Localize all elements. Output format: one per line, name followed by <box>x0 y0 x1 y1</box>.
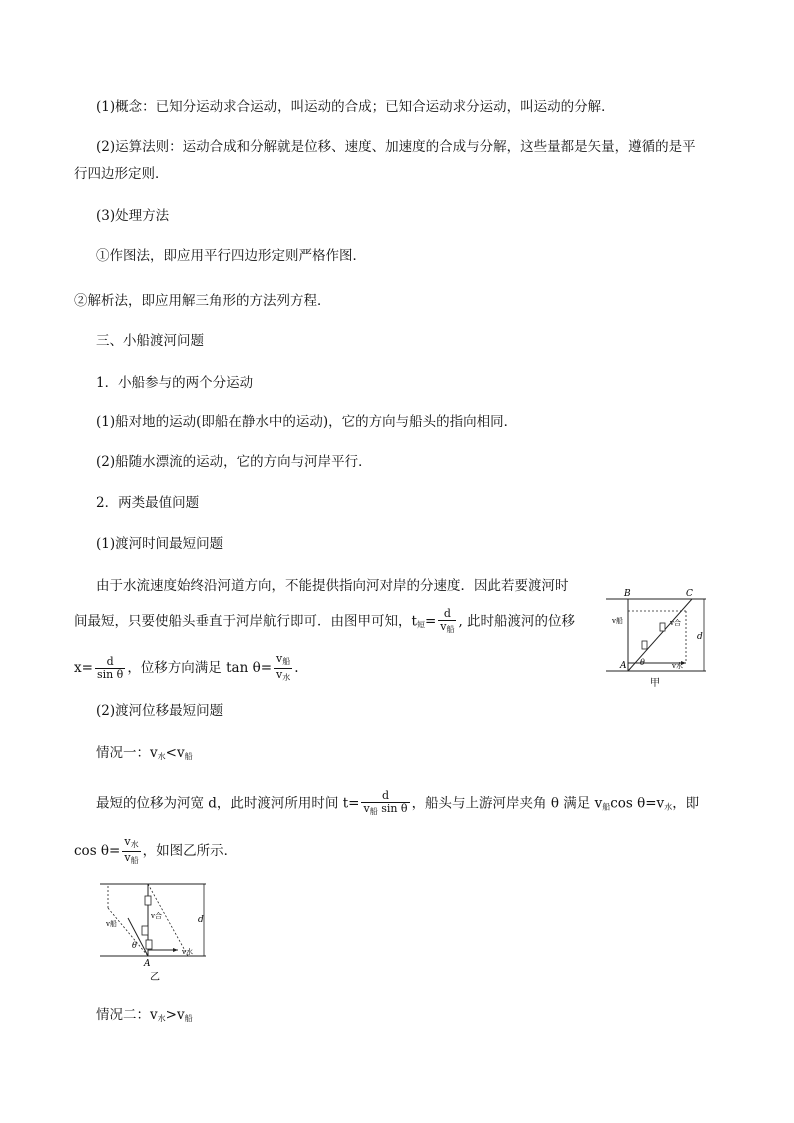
method-graphic: ①作图法，即应用平行四边形定则严格作图． <box>96 248 366 264</box>
label-v-chuan: v船 <box>612 617 623 625</box>
motion-1-text: (1)船对地的运动(即船在静水中的运动)，它的方向与船头的指向相同． <box>96 414 518 430</box>
motion-2-text: (2)船随水漂流的运动，它的方向与河岸平行． <box>96 454 372 470</box>
section-title: 三、小船渡河问题 <box>96 333 204 349</box>
label-theta: θ <box>640 658 645 667</box>
rule-text-line2: 行四边形定则． <box>74 166 169 182</box>
label-a: A <box>620 661 627 671</box>
caption-yi: 乙 <box>150 972 160 983</box>
method-analytic: ②解析法，即应用解三角形的方法列方程． <box>74 293 331 309</box>
fraction-d-over-vchuan: $\frac{d}{v_船}$ <box>440 607 455 634</box>
fraction-vchuan-over-vshui: $\frac{v_船}{v_水}$ <box>276 652 291 682</box>
caption-jia: 甲 <box>650 678 660 689</box>
label-v-chuan: v船 <box>106 920 117 928</box>
label-v-shui: v水 <box>672 662 683 670</box>
subsection-title-1: 1．小船参与的两个分运动 <box>96 375 254 391</box>
label-d: d <box>198 915 204 925</box>
case2-title: 情况二：$v_水>v_船$ <box>96 1007 193 1023</box>
boat-icon-2 <box>142 926 148 935</box>
para1-line3: x= $\frac{d}{\text{sin θ}}$ ，位移方向满足 tan θ= $\frac{v_船}{v_水}$ . <box>74 652 299 682</box>
para1-line2: 间最短，只要使船头垂直于河岸航行即可．由图甲可知，$t_短=$ $\frac{d}{v_船}$ , 此时船渡河的位移 <box>74 607 576 634</box>
subsection-title-2: 2．两类最值问题 <box>96 495 200 511</box>
arrowhead-shui <box>173 948 178 952</box>
boat-icon <box>145 896 151 905</box>
label-c: C <box>686 589 693 599</box>
v-chuan-line <box>128 918 148 956</box>
label-d: d <box>697 632 703 642</box>
figure-yi <box>98 878 213 988</box>
concept-text: (1)概念：已知分运动求合运动，叫运动的合成；已知合运动求分运动，叫运动的分解． <box>96 99 615 115</box>
label-v-he: v合 <box>151 912 162 920</box>
label-v-shui: v水 <box>182 948 193 956</box>
fraction-vshui-over-vchuan: $\frac{v_水}{v_船}$ <box>124 835 139 865</box>
boat-icon-2 <box>660 623 665 631</box>
case1-title: 情况一：$v_水<v_船$ <box>96 745 193 761</box>
label-a: A <box>144 959 151 969</box>
figure-jia <box>600 585 720 690</box>
para2-line2: cos θ= $\frac{v_水}{v_船}$ ，如图乙所示． <box>74 835 238 865</box>
label-theta: θ <box>132 941 137 950</box>
method-title: (3)处理方法 <box>96 208 170 224</box>
fraction-d-over-sin: $\frac{d}{\text{sin θ}}$ <box>96 655 124 681</box>
short-time-title: (1)渡河时间最短问题 <box>96 536 224 552</box>
label-v-he: v合 <box>670 619 681 627</box>
rule-text-line1: (2)运算法则：运动合成和分解就是位移、速度、加速度的合成与分解，这些量都是矢量，遵循的是平 <box>96 139 696 155</box>
dashed-right <box>148 884 188 956</box>
boat-icon <box>642 641 647 649</box>
label-b: B <box>624 589 631 599</box>
boat-icon-3 <box>146 940 152 949</box>
fraction-d-over-vsin: $\frac{d}{v_船 \sin \theta}$ <box>363 789 408 816</box>
para1-line1: 由于水流速度始终沿河道方向，不能提供指向河对岸的分速度．因此若要渡河时 <box>96 578 569 594</box>
resultant-line <box>628 599 692 671</box>
para2-line1: 最短的位移为河宽 d，此时渡河所用时间 t= $\frac{d}{v_船 \sin \theta}$ ，船头与上游河岸夹角 θ 满足 $v_船\cos$ $\theta=v_水$，即 <box>96 789 700 816</box>
short-displacement-title: (2)渡河位移最短问题 <box>96 703 224 719</box>
